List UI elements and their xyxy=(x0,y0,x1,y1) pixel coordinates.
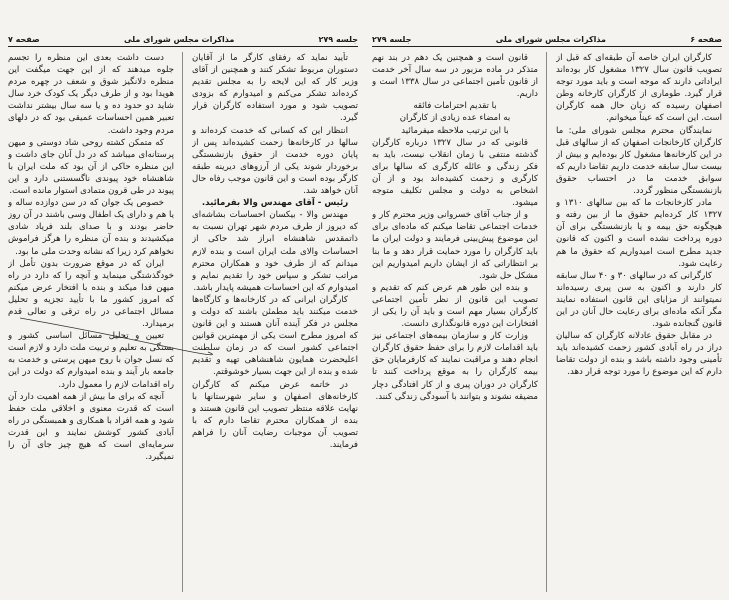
paragraph: انتظار این که کسانی که خدمت کرده‌اند و سالها در کارخانه‌ها زحمت کشیده‌اند پس از پایان دوره خدمت از حقوق بازنشستگی برخوردار شوند یکی از آرزوهای دیرینه طبقه کارگر بوده است و این قانون موجب رفاه حال آنان خواهد شد. xyxy=(192,125,358,197)
closing-line: با تقدیم احترامات فائقه xyxy=(413,101,497,112)
running-title: مذاکرات مجلس شورای ملی xyxy=(495,35,606,44)
page-header xyxy=(372,30,722,47)
paragraph: دست داشت بعدی این منظره را تجسم جلوه میدهند که از این جهت میگفت این منظره دلانگیز شوق و شعف در چهره مردم هویدا بود و از طرف دیگر یک کودک خرد سال شاید دو حدود ده و یا سه سال بیشتر نداشت تعبیر همین احساسات عمیقی بود که در دلهای مردم وجود داشت. xyxy=(8,53,174,136)
page-6 xyxy=(372,0,722,600)
paragraph: مهندس والا - بیکسان احساسات بشاشه‌ای که دیروز از طرف مردم شهر تهران نسبت به ذاتمقدس شاهنشاه ابراز شد حاکی از احساسات والای ملت ایران است و بنده لازم میدانم که از طرف خود و همکاران محترم مراتب تشکر و سپاس خود را تقدیم نمایم و امیدوارم که این احساسات همیشه پایدار باشد. xyxy=(192,210,358,293)
paragraph: کارگران ایران خاصه آن طبقه‌ای که قبل از تصویب قانون سال ۱۳۲۷ مشغول کار بوده‌اند ایراداتی دارند که موجه است و باید مورد توجه قرار گیرد. طوماری از کارگران کارخانه وطن اصفهان رسیده که زبان حال همه کارگران است. این است که عیناً میخوانم. xyxy=(556,53,722,124)
page-number: صفحه ۶ xyxy=(690,35,722,44)
paragraph: آنچه که برای ما بیش از همه اهمیت دارد آن است که قدرت معنوی و اخلاقی ملت حفظ شود و همه افراد با همکاری و همبستگی در راه آبادی کشور کوشش نمایند و این قدرت سرمایه‌ای است که هیچ چیز جای آن را نمیگیرد. xyxy=(8,391,174,463)
paragraph: خصوص یک جوان که در سن دوازده ساله و یا هم و دارای یک اطفال وسی باشند در آن روز حاضر بودند و با صدای بلند فریاد شادی میکشیدند و بنده آن منظره را هرگز فراموش نخواهم کرد زیرا که نشانه وحدت ملی ما بود. xyxy=(8,198,174,257)
page-7 xyxy=(8,0,358,600)
paragraph: قانونی که در سال ۱۳۲۷ درباره کارگران گذشته منتفی با زمان انقلاب نیست، باید به فکر زندگی و عائله کارگری که سالها برای کارگری و زحمت کشیده‌اند بود و از آن اشخاص به دولت و مجلس تکلیف متوجه میشود. xyxy=(372,137,538,209)
paragraph: کارگران ایرانی که در کارخانه‌ها و کارگاه‌ها خدمت میکنند باید مطمئن باشند که دولت و مجلس در فکر آینده آنان هستند و این قانون که امروز مطرح است یکی از مهمترین قوانین اجتماعی کشور است که در زمان سلطنت اعلیحضرت همایون شاهنشاهی تهیه و تقدیم شده و بنده از این جهت بسیار خوشوقتم. xyxy=(192,294,358,378)
paragraph: وزارت کار و سازمان بیمه‌های اجتماعی نیز باید اقدامات لازم را برای حفظ حقوق کارگران انجام دهند و مراقبت نمایند که کارفرمایان حق بیمه کارگران را به موقع پرداخت کنند تا کارگران در دوران پیری و از کار افتادگی دچار مضیقه نشوند و بتوانند با آسودگی زندگی کنند. xyxy=(372,331,538,402)
page-number: صفحه ۷ xyxy=(8,35,40,44)
paragraph: ایران که در موقع ضرورت بدون تأمل از خودگذشتگی مینماید و آنچه را که دارد در راه میهن فدا میکند و بنده با افتخار عرض میکنم که امروز کشور ما با تأیید تجزیه و تحلیل مسائل اجتماعی در راه ترقی و تعالی قدم برمیدارد. xyxy=(8,258,174,330)
column-divider xyxy=(546,52,547,592)
paragraph: که متمکن کشته روحی شاد دوستی و میهن پرستانه‌ای میباشد که در دل آنان جای داشت و این منظره حاکی از آن بود که ملت ایران با شاهنشاه خود پیوندی ناگسستنی دارد و این پیوند در طی قرون متمادی استوار مانده است. xyxy=(8,137,174,197)
session-number: جلسه ۲۷۹ xyxy=(372,35,412,44)
paragraph: در مقابل حقوق عادلانه کارگران که سالیان دراز در راه آبادی کشور زحمت کشیده‌اند باید تأمینی وجود داشته باشد و بنده از دولت تقاضا دارم که این موضوع را مورد توجه قرار دهد. xyxy=(556,331,722,378)
paragraph: مادر کارخانجات ما که بین سالهای ۱۳۱۰ و ۱۳۲۷ کار کرده‌ایم حقوق ما از بین رفته و هیچگونه حق بیمه و یا بازنشستگی برای آن دوره پرداخت نشده است و اکنون که قانون جدید مطرح است امیدواریم که حقوق ما هم رعایت شود. xyxy=(556,198,722,269)
note-line: با این ترتیب ملاحظه میفرمائید xyxy=(401,125,509,136)
paragraph: نمایندگان محترم مجلس شورای ملی: ما کارگران کارخانجات اصفهان که از سالهای قبل در این کارخانه‌ها مشغول کار بوده‌ایم و بیش از بیست سال سابقه خدمت داریم تقاضا داریم که سوابق خدمت ما در احتساب حقوق بازنشستگی منظور گردد. xyxy=(556,125,722,197)
paragraph: قانون است و همچنین یک دهم در بند نهم متذکر در ماده مزبور در سه سال آخر خدمت از قانون تأمین اجتماعی در سال ۱۳۳۸ است و داریم. xyxy=(372,53,538,100)
signature-line: به امضاء عده زیادی از کارگران xyxy=(399,113,511,124)
speaker-line: رئیس - آقای مهندس والا بفرمائید. xyxy=(201,198,349,209)
session-number: جلسه ۲۷۹ xyxy=(318,35,358,44)
text-column-left xyxy=(8,52,174,592)
paragraph: و از جناب آقای خسروانی وزیر محترم کار و خدمات اجتماعی تقاضا میکنم که ماده‌ای برای این موضوع پیش‌بینی فرمایند و دولت ایران ما باید کارگران را مورد حمایت قرار دهد و ما بنا بر انتظاراتی که از ایشان داریم امیدواریم این مشکل حل شود. xyxy=(372,210,538,281)
running-title: مذاکرات مجلس شورای ملی xyxy=(124,35,235,44)
text-column-right xyxy=(192,52,358,592)
column-divider xyxy=(182,52,183,592)
page-header xyxy=(8,30,358,47)
paragraph: کارگرانی که در سالهای ۳۰ و ۴۰ سال سابقه کار دارند و اکنون به سن پیری رسیده‌اند نمیتوانند از مزایای این قانون استفاده نمایند مگر آنکه ماده‌ای برای رعایت حال آنان در این قانون گنجانده شود. xyxy=(556,270,722,330)
text-column-right xyxy=(556,52,722,592)
paragraph: و بنده این طور هم عرض کنم که تقدیم و تصویب این قانون از نظر تأمین اجتماعی کارگران بسیار مهم است و باید آن را یکی از افتخارات این دوره قانونگذاری دانست. xyxy=(372,282,538,330)
paragraph: تأیید نماید که رفقای کارگر ما از آقایان دستوران مربوط تشکر کنند و همچنین از آقای وزیر کار که این لایحه را به مجلس تقدیم کرده‌اند تشکر می‌کنم و امیدوارم که بزودی تصویب شود و مورد استفاده کارگران قرار گیرد. xyxy=(192,53,358,124)
paragraph: در خاتمه عرض میکنم که کارگران کارخانه‌های اصفهان و سایر شهرستانها با نهایت علاقه منتظر تصویب این قانون هستند و بنده از همکاران محترم تقاضا دارم که با تصویب آن موجبات رضایت آنان را فراهم فرمایند. xyxy=(192,379,358,450)
text-column-left xyxy=(372,52,538,592)
paragraph: تعیین و تحلیل مسائل اساسی کشور و بستگی به تعلیم و تربیت ملت دارد و لازم است که نسل جوان با روح میهن پرستی و خدمت به جامعه بار آیند و بنده امیدوارم که دولت در این راه اقدامات لازم را معمول دارد. xyxy=(8,331,174,390)
